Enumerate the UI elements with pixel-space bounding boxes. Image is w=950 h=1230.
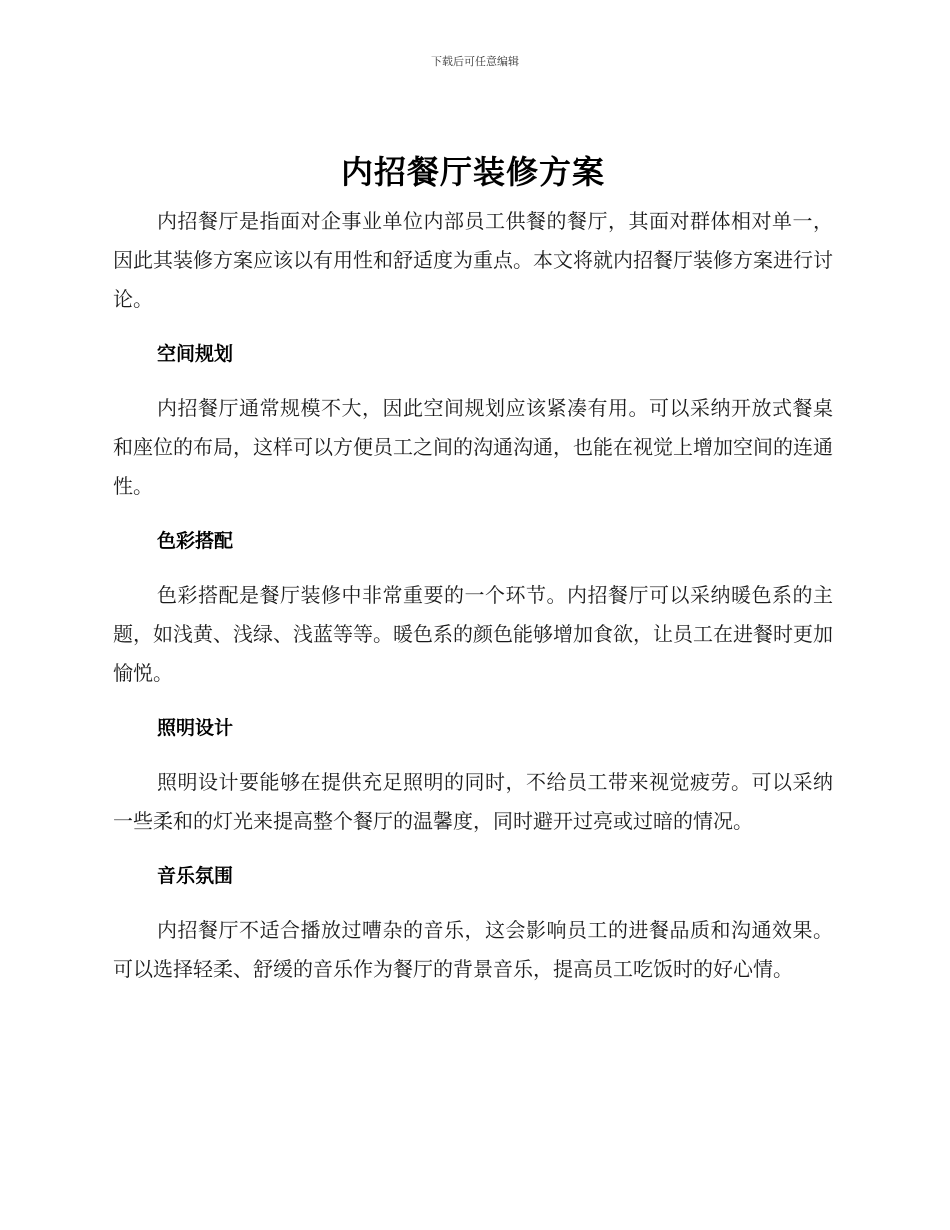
section-heading-music-atmosphere: 音乐氛围 bbox=[157, 865, 234, 887]
section-heading-color-scheme: 色彩搭配 bbox=[157, 530, 234, 552]
section-heading-lighting-design: 照明设计 bbox=[157, 717, 234, 739]
document-body bbox=[113, 150, 833, 989]
section-heading-space-planning: 空间规划 bbox=[157, 343, 234, 365]
section-body-music-atmosphere: 内招餐厅不适合播放过嘈杂的音乐，这会影响员工的进餐品质和沟通效果。可以选择轻柔、舒缓的音乐作为餐厅的背景音乐，提高员工吃饭时的好心情。 bbox=[113, 918, 833, 981]
section-body-color-scheme: 色彩搭配是餐厅装修中非常重要的一个环节。内招餐厅可以采纳暖色系的主题，如浅黄、浅绿、浅蓝等等。暖色系的颜色能够增加食欲，让员工在进餐时更加愉悦。 bbox=[113, 583, 833, 685]
section-body-space-planning: 内招餐厅通常规模不大，因此空间规划应该紧凑有用。可以采纳开放式餐桌和座位的布局，这样可以方便员工之间的沟通沟通，也能在视觉上增加空间的连通性。 bbox=[113, 396, 833, 498]
intro-paragraph: 内招餐厅是指面对企事业单位内部员工供餐的餐厅，其面对群体相对单一，因此其装修方案应该以有用性和舒适度为重点。本文将就内招餐厅装修方案进行讨论。 bbox=[113, 209, 833, 311]
header-note: 下载后可任意编辑 bbox=[431, 55, 519, 68]
section-body-lighting-design: 照明设计要能够在提供充足照明的同时，不给员工带来视觉疲劳。可以采纳一些柔和的灯光来提高整个餐厅的温馨度，同时避开过亮或过暗的情况。 bbox=[113, 770, 833, 833]
document-title: 内招餐厅装修方案 bbox=[340, 153, 605, 191]
